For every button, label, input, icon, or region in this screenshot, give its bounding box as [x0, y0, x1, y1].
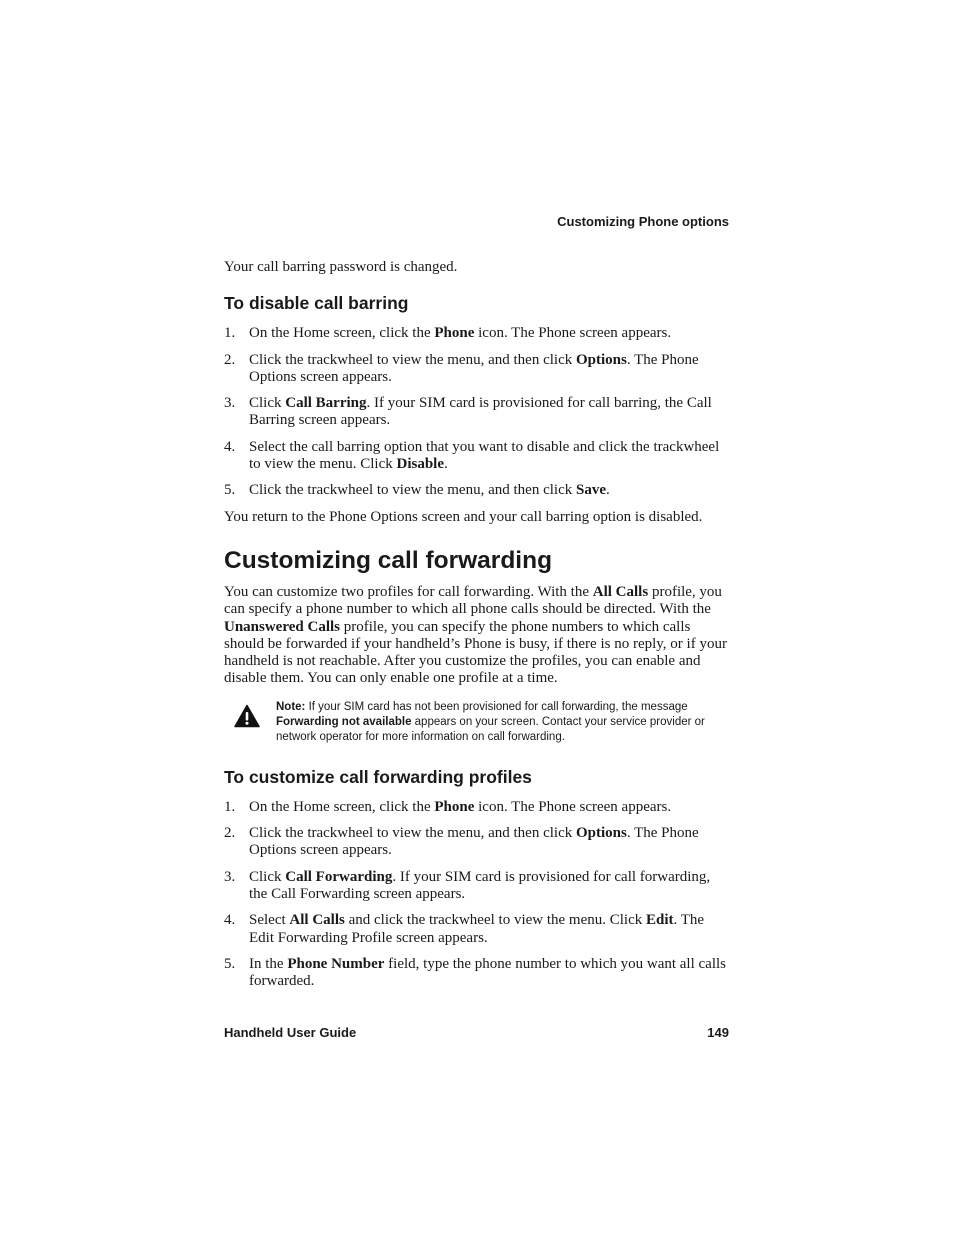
list-item: 2. Click the trackwheel to view the menu, and then click Options. The Phone Options screen appears.: [224, 351, 699, 385]
page-number: 149: [707, 1025, 729, 1040]
list-item: 5. Click the trackwheel to view the menu, and then click Save.: [224, 482, 610, 499]
note-box: Note: If your SIM card has not been provisioned for call forwarding, the message Forwarding not available appears on your screen. Contact your service provider or network operator for more information on call forwarding.: [224, 700, 729, 745]
list-item: 1. On the Home screen, click the Phone icon. The Phone screen appears.: [224, 798, 672, 815]
running-header: Customizing Phone options: [557, 214, 729, 229]
warning-icon: [234, 704, 260, 728]
list-item: 3. Click Call Forwarding. If your SIM card is provisioned for call forwarding, the Call Forwarding screen appears.: [224, 868, 711, 902]
profiles-steps-list: [224, 799, 729, 991]
list-item: 4. Select the call barring option that you want to disable and click the trackwheel to view the menu. Click Disable.: [224, 438, 720, 473]
list-item: 1. On the Home screen, click the Phone icon. The Phone screen appears.: [224, 325, 672, 342]
disable-result-text: You return to the Phone Options screen and your call barring option is disabled.: [224, 508, 703, 525]
list-item: 3. Click Call Barring. If your SIM card is provisioned for call barring, the Call Barring screen appears.: [224, 395, 712, 429]
list-item: 2. Click the trackwheel to view the menu, and then click Options. The Phone Options screen appears.: [224, 825, 699, 859]
customize-profiles-heading: To customize call forwarding profiles: [224, 766, 532, 787]
footer-title: Handheld User Guide: [224, 1025, 357, 1040]
call-forwarding-title: Customizing call forwarding: [224, 546, 553, 574]
disable-call-barring-heading: To disable call barring: [224, 293, 409, 314]
call-forwarding-body: You can customize two profiles for call forwarding. With the All Calls profile, you can specify a phone number to which all phone calls should be directed. With the Unanswered Calls profile, you can specify the phone numbers to which calls should be forwarded if your handheld’s Phone is busy, if there is no reply, or if your handheld is not reachable. After you customize the profiles, you can enable and disable them. You can only enable one profile at a time.: [224, 583, 727, 687]
disable-steps-list: [224, 325, 729, 499]
page-content: [224, 259, 729, 999]
intro-text: Your call barring password is changed.: [224, 259, 458, 275]
note-label: Note:: [276, 700, 306, 713]
list-item: 5. In the Phone Number field, type the phone number to which you want all calls forwarded.: [224, 955, 727, 990]
list-item: 4. Select All Calls and click the trackwheel to view the menu. Click Edit. The Edit Forwarding Profile screen appears.: [224, 912, 705, 946]
page-footer: [224, 1025, 729, 1040]
